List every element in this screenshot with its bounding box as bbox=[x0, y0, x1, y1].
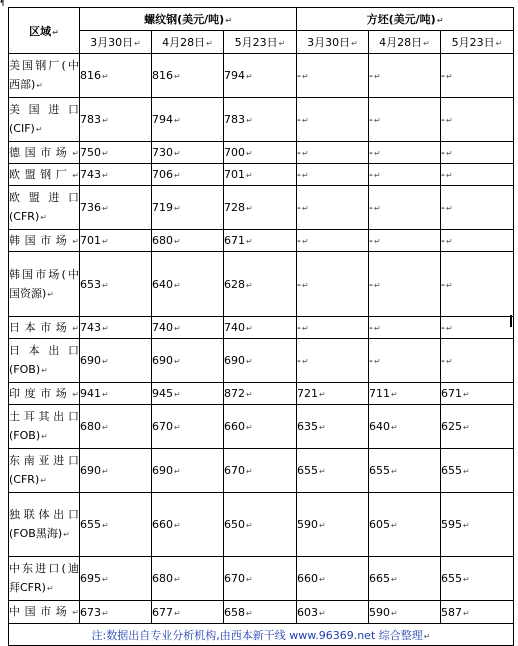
region-cell: 土耳其出口(FOB)↵ bbox=[9, 405, 80, 449]
value-cell: 660↵ bbox=[297, 557, 369, 601]
value-cell: 736↵ bbox=[80, 186, 152, 230]
value-cell: 660↵ bbox=[152, 493, 224, 557]
value-cell: -↵ bbox=[441, 98, 514, 142]
value-cell: 690↵ bbox=[80, 449, 152, 493]
region-cell: 印度市场↵ bbox=[9, 383, 80, 405]
region-cell: 中东进口(迪拜CFR)↵ bbox=[9, 557, 80, 601]
table-row bbox=[9, 383, 514, 405]
value-cell: 590↵ bbox=[297, 493, 369, 557]
value-cell: -↵ bbox=[297, 142, 369, 164]
value-cell: -↵ bbox=[441, 164, 514, 186]
value-cell: 740↵ bbox=[224, 317, 297, 339]
table-row bbox=[9, 339, 514, 383]
value-cell: 655↵ bbox=[297, 449, 369, 493]
value-cell: -↵ bbox=[297, 339, 369, 383]
value-cell: 728↵ bbox=[224, 186, 297, 230]
region-cell: 欧盟进口(CFR)↵ bbox=[9, 186, 80, 230]
region-cell: 东南亚进口(CFR)↵ bbox=[9, 449, 80, 493]
value-cell: 945↵ bbox=[152, 383, 224, 405]
rebar-header: 螺纹钢(美元/吨)↵ bbox=[80, 8, 297, 31]
region-cell: 德国市场↵ bbox=[9, 142, 80, 164]
value-cell: -↵ bbox=[369, 98, 441, 142]
region-header: 区域↵ bbox=[9, 8, 80, 54]
value-cell: 701↵ bbox=[224, 164, 297, 186]
value-cell: -↵ bbox=[369, 339, 441, 383]
table-row bbox=[9, 98, 514, 142]
value-cell: -↵ bbox=[297, 317, 369, 339]
value-cell: 603↵ bbox=[297, 601, 369, 624]
value-cell: -↵ bbox=[297, 98, 369, 142]
table-row bbox=[9, 142, 514, 164]
value-cell: 816↵ bbox=[80, 54, 152, 98]
value-cell: -↵ bbox=[369, 186, 441, 230]
value-cell: 660↵ bbox=[224, 405, 297, 449]
value-cell: 655↵ bbox=[441, 557, 514, 601]
value-cell: -↵ bbox=[297, 252, 369, 317]
table-row bbox=[9, 449, 514, 493]
value-cell: 673↵ bbox=[80, 601, 152, 624]
rebar-date-2: 4月28日↵ bbox=[152, 31, 224, 54]
table-row bbox=[9, 317, 514, 339]
value-cell: 695↵ bbox=[80, 557, 152, 601]
value-cell: 590↵ bbox=[369, 601, 441, 624]
value-cell: 670↵ bbox=[224, 557, 297, 601]
value-cell: 670↵ bbox=[152, 405, 224, 449]
value-cell: -↵ bbox=[369, 142, 441, 164]
steel-price-table bbox=[8, 7, 514, 646]
region-cell: 独联体出口(FOB黑海)↵ bbox=[9, 493, 80, 557]
value-cell: 750↵ bbox=[80, 142, 152, 164]
value-cell: 690↵ bbox=[224, 339, 297, 383]
region-cell: 韩国市场(中国资源)↵ bbox=[9, 252, 80, 317]
region-cell: 日本出口(FOB)↵ bbox=[9, 339, 80, 383]
value-cell: -↵ bbox=[297, 186, 369, 230]
value-cell: 700↵ bbox=[224, 142, 297, 164]
value-cell: -↵ bbox=[441, 186, 514, 230]
value-cell: 794↵ bbox=[152, 98, 224, 142]
source-note: 注:数据出自专业分析机构,由西本新干线 www.96369.net 综合整理↵ bbox=[9, 624, 514, 646]
value-cell: 587↵ bbox=[441, 601, 514, 624]
value-cell: 740↵ bbox=[152, 317, 224, 339]
value-cell: 665↵ bbox=[369, 557, 441, 601]
value-cell: 655↵ bbox=[80, 493, 152, 557]
rebar-date-3: 5月23日↵ bbox=[224, 31, 297, 54]
table-row bbox=[9, 54, 514, 98]
billet-date-1: 3月30日↵ bbox=[297, 31, 369, 54]
value-cell: 719↵ bbox=[152, 186, 224, 230]
value-cell: 628↵ bbox=[224, 252, 297, 317]
value-cell: 653↵ bbox=[80, 252, 152, 317]
value-cell: 640↵ bbox=[152, 252, 224, 317]
value-cell: -↵ bbox=[369, 252, 441, 317]
value-cell: 783↵ bbox=[80, 98, 152, 142]
table-row bbox=[9, 230, 514, 252]
value-cell: 680↵ bbox=[152, 557, 224, 601]
value-cell: 794↵ bbox=[224, 54, 297, 98]
value-cell: 671↵ bbox=[441, 383, 514, 405]
value-cell: -↵ bbox=[441, 317, 514, 339]
value-cell: -↵ bbox=[441, 339, 514, 383]
value-cell: -↵ bbox=[441, 142, 514, 164]
value-cell: -↵ bbox=[297, 230, 369, 252]
value-cell: 872↵ bbox=[224, 383, 297, 405]
region-cell: 日本市场↵ bbox=[9, 317, 80, 339]
value-cell: 595↵ bbox=[441, 493, 514, 557]
billet-date-2: 4月28日↵ bbox=[369, 31, 441, 54]
value-cell: -↵ bbox=[369, 230, 441, 252]
value-cell: 671↵ bbox=[224, 230, 297, 252]
value-cell: 721↵ bbox=[297, 383, 369, 405]
value-cell: 650↵ bbox=[224, 493, 297, 557]
value-cell: 711↵ bbox=[369, 383, 441, 405]
value-cell: -↵ bbox=[441, 252, 514, 317]
value-cell: 690↵ bbox=[152, 339, 224, 383]
value-cell: -↵ bbox=[369, 164, 441, 186]
value-cell: -↵ bbox=[441, 230, 514, 252]
region-cell: 美国钢厂(中西部)↵ bbox=[9, 54, 80, 98]
value-cell: 640↵ bbox=[369, 405, 441, 449]
value-cell: 816↵ bbox=[152, 54, 224, 98]
value-cell: 635↵ bbox=[297, 405, 369, 449]
value-cell: 743↵ bbox=[80, 317, 152, 339]
rebar-date-1: 3月30日↵ bbox=[80, 31, 152, 54]
value-cell: 941↵ bbox=[80, 383, 152, 405]
value-cell: 677↵ bbox=[152, 601, 224, 624]
value-cell: -↵ bbox=[297, 54, 369, 98]
value-cell: 743↵ bbox=[80, 164, 152, 186]
value-cell: -↵ bbox=[297, 164, 369, 186]
table-row bbox=[9, 164, 514, 186]
value-cell: -↵ bbox=[369, 54, 441, 98]
table-row bbox=[9, 186, 514, 230]
table-row bbox=[9, 601, 514, 624]
billet-header: 方坯(美元/吨)↵ bbox=[297, 8, 514, 31]
region-cell: 中国市场↵ bbox=[9, 601, 80, 624]
value-cell: 625↵ bbox=[441, 405, 514, 449]
table-row bbox=[9, 493, 514, 557]
value-cell: 730↵ bbox=[152, 142, 224, 164]
table-row bbox=[9, 405, 514, 449]
value-cell: -↵ bbox=[441, 54, 514, 98]
region-cell: 欧盟钢厂↵ bbox=[9, 164, 80, 186]
value-cell: 655↵ bbox=[369, 449, 441, 493]
region-cell: 韩国市场↵ bbox=[9, 230, 80, 252]
value-cell: 690↵ bbox=[152, 449, 224, 493]
value-cell: 680↵ bbox=[152, 230, 224, 252]
value-cell: 605↵ bbox=[369, 493, 441, 557]
value-cell: 680↵ bbox=[80, 405, 152, 449]
paragraph-mark: ¶ bbox=[0, 0, 5, 7]
value-cell: 658↵ bbox=[224, 601, 297, 624]
billet-date-3: 5月23日↵ bbox=[441, 31, 514, 54]
value-cell: -↵ bbox=[369, 317, 441, 339]
table-row bbox=[9, 557, 514, 601]
value-cell: 706↵ bbox=[152, 164, 224, 186]
region-cell: 美国进口(CIF)↵ bbox=[9, 98, 80, 142]
value-cell: 783↵ bbox=[224, 98, 297, 142]
value-cell: 670↵ bbox=[224, 449, 297, 493]
table-row bbox=[9, 252, 514, 317]
value-cell: 701↵ bbox=[80, 230, 152, 252]
value-cell: 690↵ bbox=[80, 339, 152, 383]
value-cell: 655↵ bbox=[441, 449, 514, 493]
